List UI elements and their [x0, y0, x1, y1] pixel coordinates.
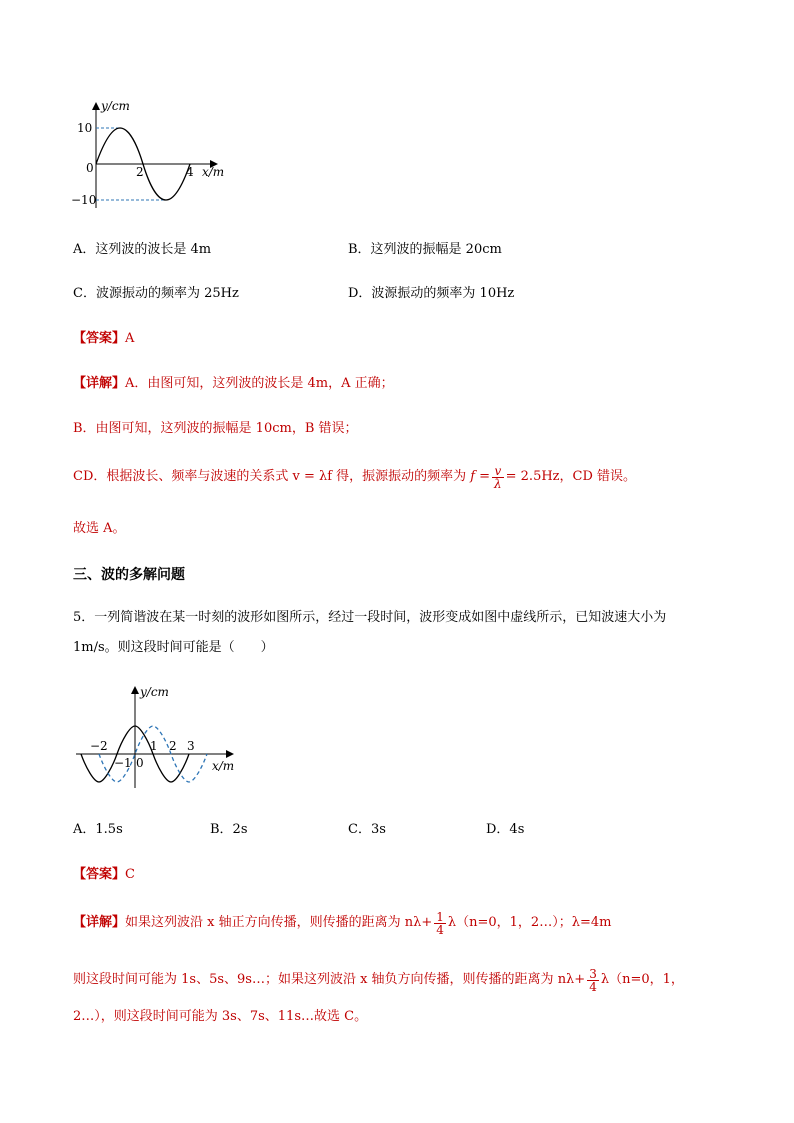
- fraction-numerator: 1: [436, 909, 444, 924]
- q5-detail-line3: 2…），则这段时间可能为 3s、7s、11s…故选 C。: [73, 1009, 368, 1024]
- q5-option-a: A．1.5s: [73, 822, 123, 837]
- q5-detail-line2: [73, 963, 684, 997]
- y-axis-label: y/cm: [140, 685, 169, 699]
- q5-stem-line2: 1m/s。则这段时间可能是（ ）: [73, 640, 274, 655]
- fraction-denominator: λ: [494, 476, 502, 491]
- tick-label-4: 4: [186, 165, 194, 179]
- q4-detail-line3: [73, 462, 636, 492]
- q4-answer: [73, 330, 134, 348]
- tick-label-10: 10: [77, 121, 93, 135]
- section-heading: 三、波的多解问题: [73, 567, 185, 583]
- tick-label-0: 0: [86, 161, 94, 175]
- tick-label-2: 2: [169, 739, 177, 753]
- q4-option-d: D．波源振动的频率为 10Hz: [348, 286, 515, 301]
- tick-label-0: 0: [136, 756, 144, 770]
- fraction-three-quarters: [587, 968, 599, 993]
- frequency-symbol: f =: [470, 469, 491, 484]
- x-axis-label: x/m: [212, 759, 235, 773]
- detail-line3-post: = 2.5Hz，CD 错误。: [505, 469, 637, 484]
- fraction-numerator: 3: [589, 966, 597, 981]
- fraction-denominator: 4: [436, 922, 444, 937]
- tick-label-3: 3: [187, 739, 195, 753]
- detail-line1-post: λ（n=0，1，2…）；λ=4m: [447, 915, 612, 930]
- fraction-one-quarter: [434, 911, 446, 936]
- detail-tag: 【详解】: [73, 376, 126, 391]
- q4-detail-line2: B．由图可知，这列波的振幅是 10cm，B 错误；: [73, 421, 358, 436]
- q4-detail-line4: 故选 A。: [73, 521, 126, 536]
- tick-label-neg1: −1: [114, 756, 132, 770]
- detail-line2-post: λ（n=0，1，: [600, 972, 684, 987]
- q4-option-b: B．这列波的振幅是 20cm: [348, 242, 502, 257]
- tick-label-neg2: −2: [90, 739, 108, 753]
- tick-label-2: 2: [136, 165, 144, 179]
- y-axis-label: y/cm: [101, 99, 130, 113]
- x-axis-label: x/m: [202, 165, 225, 179]
- q5-option-d: D．4s: [486, 822, 525, 837]
- detail-line2-pre: 则这段时间可能为 1s、5s、9s…；如果这列波沿 x 轴负方向传播，则传播的距离为 nλ+: [73, 972, 586, 987]
- wave-figure-1: [66, 96, 236, 216]
- answer-value: C: [125, 867, 135, 882]
- fraction-v-over-lambda: [492, 465, 504, 490]
- fraction-numerator: v: [492, 465, 504, 478]
- q5-detail-line1: [73, 906, 611, 940]
- tick-label-1: 1: [150, 739, 158, 753]
- q4-option-c: C．波源振动的频率为 25Hz: [73, 286, 239, 301]
- q5-answer: [73, 866, 135, 884]
- q5-option-c: C．3s: [348, 822, 386, 837]
- q4-detail-line1: [73, 375, 394, 393]
- detail-line1-pre: 如果这列波沿 x 轴正方向传播，则传播的距离为 nλ+: [125, 915, 433, 930]
- answer-tag: 【答案】: [73, 867, 126, 882]
- detail-tag: 【详解】: [73, 915, 126, 930]
- q5-option-b: B．2s: [210, 822, 248, 837]
- q4-option-a: A．这列波的波长是 4m: [73, 242, 212, 257]
- answer-tag: 【答案】: [73, 331, 126, 346]
- tick-label-neg10: −10: [71, 193, 97, 207]
- fraction-denominator: 4: [589, 979, 597, 994]
- answer-value: A: [125, 331, 135, 346]
- detail-text: A．由图可知，这列波的波长是 4m，A 正确；: [125, 376, 394, 391]
- detail-line3-pre: CD．根据波长、频率与波速的关系式 v = λf 得，振源振动的频率为: [73, 469, 467, 484]
- q5-stem-line1: 5．一列简谐波在某一时刻的波形如图所示，经过一段时间，波形变成如图中虚线所示，已知波速大小为: [73, 610, 667, 625]
- wave-figure-2: [72, 682, 247, 792]
